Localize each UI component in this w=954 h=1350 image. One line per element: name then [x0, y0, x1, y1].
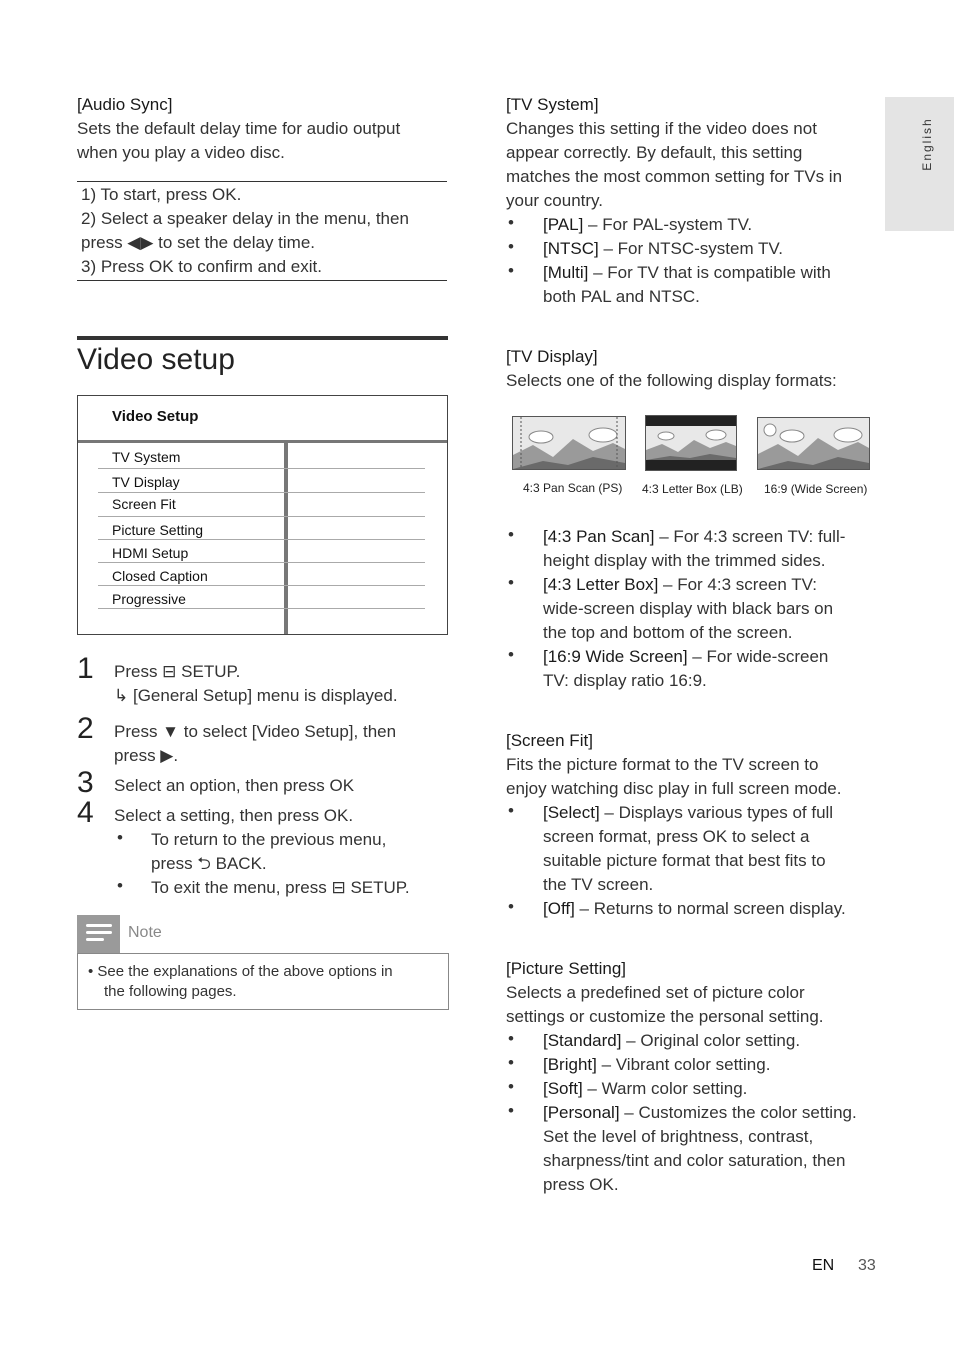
video-setup-menu: [77, 395, 448, 635]
picture-setting-desc: settings or customize the personal setting.: [506, 1007, 824, 1026]
bullet-dot: •: [508, 213, 514, 232]
menu-item: TV System: [112, 449, 181, 465]
step-4-text: Select a setting, then press OK.: [114, 806, 354, 825]
menu-row-line: [98, 539, 425, 540]
menu-item: HDMI Setup: [112, 545, 189, 561]
option-desc: – For NTSC-system TV.: [598, 239, 783, 258]
bullet-dot: •: [508, 525, 514, 544]
tv-display-title: [TV Display]: [506, 347, 598, 366]
heading-bar: [77, 336, 448, 340]
bullet-dot: •: [117, 828, 123, 847]
option-desc: – Warm color setting.: [582, 1079, 748, 1098]
option-key: [Personal]: [543, 1103, 620, 1122]
menu-item: Picture Setting: [112, 522, 204, 538]
bullet-dot: •: [508, 801, 514, 820]
picture-personal-cont: press OK.: [543, 1175, 619, 1194]
picture-standard: [543, 1029, 800, 1053]
steps-top-rule: [77, 181, 447, 182]
menu-row-line: [98, 608, 425, 609]
step-1-text: Press ⊟ SETUP.: [114, 662, 241, 681]
picture-soft: [543, 1077, 747, 1101]
picture-setting-title: [Picture Setting]: [506, 959, 627, 978]
menu-item: Progressive: [112, 591, 186, 607]
option-desc: – Returns to normal screen display.: [574, 899, 846, 918]
picture-personal-cont: Set the level of brightness, contrast,: [543, 1127, 814, 1146]
picture-bright: [543, 1053, 770, 1077]
tv-display-wide: [543, 645, 828, 669]
option-key: [Off]: [543, 899, 575, 918]
bullet-dot: •: [508, 1101, 514, 1120]
tv-display-letter-box: [543, 573, 817, 597]
note-line-1: • See the explanations of the above options in: [88, 963, 393, 980]
footer-language: EN: [812, 1257, 835, 1274]
tv-system-desc: appear correctly. By default, this setting: [506, 143, 803, 162]
tv-display-letter-box-cont: the top and bottom of the screen.: [543, 623, 793, 642]
option-desc: – Original color setting.: [621, 1031, 801, 1050]
bullet-dot: •: [117, 876, 123, 895]
note-box: [77, 953, 449, 1010]
bullet-dot: •: [508, 1053, 514, 1072]
wide-screen-thumbnail: [757, 417, 870, 470]
bullet-dot: •: [508, 261, 514, 280]
step-number-1: 1: [77, 652, 94, 685]
bullet-dot: •: [508, 573, 514, 592]
tv-system-multi-cont: both PAL and NTSC.: [543, 287, 700, 306]
option-key: [Standard]: [543, 1031, 622, 1050]
step-number-3: 3: [77, 766, 94, 799]
audio-sync-desc-2: when you play a video disc.: [77, 143, 285, 162]
option-key: [Soft]: [543, 1079, 583, 1098]
tv-display-pan-scan-cont: height display with the trimmed sides.: [543, 551, 826, 570]
option-desc: – Vibrant color setting.: [596, 1055, 771, 1074]
menu-row-line: [98, 516, 425, 517]
option-key: [Bright]: [543, 1055, 597, 1074]
tv-system-desc: your country.: [506, 191, 604, 210]
step-2-text: Press ▼ to select [Video Setup], then: [114, 722, 397, 741]
screen-fit-select-cont: screen format, press OK to select a: [543, 827, 810, 846]
screen-fit-title: [Screen Fit]: [506, 731, 593, 750]
thumb-caption-letter-box: 4:3 Letter Box (LB): [642, 482, 743, 496]
menu-row-line: [98, 468, 425, 469]
tv-system-ntsc: [543, 237, 783, 261]
tv-display-pan-scan: [543, 525, 845, 549]
step-4-bullet-1: To return to the previous menu,: [151, 830, 387, 849]
option-key: [16:9 Wide Screen]: [543, 647, 688, 666]
audio-sync-step-2-cont: press ◀▶ to set the delay time.: [81, 233, 316, 252]
menu-item: TV Display: [112, 474, 180, 490]
screen-fit-desc: Fits the picture format to the TV screen to: [506, 755, 819, 774]
bullet-dot: •: [508, 1077, 514, 1096]
step-4-bullet-2: To exit the menu, press ⊟ SETUP.: [151, 878, 410, 897]
option-desc: – For 4:3 screen TV:: [658, 575, 818, 594]
thumb-caption-pan-scan: 4:3 Pan Scan (PS): [523, 481, 623, 495]
audio-sync-step-1: 1) To start, press OK.: [81, 185, 242, 204]
audio-sync-title: [Audio Sync]: [77, 95, 173, 114]
pan-scan-thumbnail: [512, 416, 626, 470]
picture-personal: [543, 1101, 857, 1125]
step-2-text-cont: press ▶.: [114, 746, 179, 765]
screen-fit-select-cont: suitable picture format that best fits to: [543, 851, 826, 870]
audio-sync-desc-1: Sets the default delay time for audio output: [77, 119, 401, 138]
step-1-result: ↳ [General Setup] menu is displayed.: [114, 686, 398, 705]
option-key: [4:3 Letter Box]: [543, 575, 659, 594]
tv-display-desc: Selects one of the following display formats:: [506, 371, 837, 390]
option-key: [Multi]: [543, 263, 589, 282]
menu-title: Video Setup: [112, 408, 199, 425]
tv-system-multi: [543, 261, 831, 285]
menu-row-line: [98, 585, 425, 586]
page-number: 33: [858, 1257, 876, 1274]
option-key: [Select]: [543, 803, 600, 822]
tv-system-pal: [543, 213, 752, 237]
menu-title-divider: [78, 440, 447, 443]
option-key: [PAL]: [543, 215, 584, 234]
note-line-2: the following pages.: [104, 983, 237, 1000]
screen-fit-select-cont: the TV screen.: [543, 875, 654, 894]
audio-sync-step-2: 2) Select a speaker delay in the menu, then: [81, 209, 409, 228]
audio-sync-step-3: 3) Press OK to confirm and exit.: [81, 257, 322, 276]
bullet-dot: •: [508, 1029, 514, 1048]
tv-system-desc: Changes this setting if the video does not: [506, 119, 817, 138]
thumb-caption-wide-screen: 16:9 (Wide Screen): [764, 482, 868, 496]
menu-row-line: [98, 492, 425, 493]
language-tab-label: English: [920, 117, 934, 171]
option-desc: – Displays various types of full: [599, 803, 834, 822]
letter-box-thumbnail: [645, 415, 737, 471]
menu-item: Closed Caption: [112, 568, 208, 584]
bullet-dot: •: [508, 645, 514, 664]
bullet-dot: •: [508, 237, 514, 256]
tv-display-wide-cont: TV: display ratio 16:9.: [543, 671, 707, 690]
bullet-dot: •: [508, 897, 514, 916]
menu-row-line: [98, 562, 425, 563]
option-desc: – For wide-screen: [687, 647, 829, 666]
screen-fit-desc: enjoy watching disc play in full screen mode.: [506, 779, 842, 798]
option-key: [4:3 Pan Scan]: [543, 527, 655, 546]
note-label: Note: [128, 924, 162, 941]
option-desc: – For 4:3 screen TV: full-: [654, 527, 846, 546]
picture-personal-cont: sharpness/tint and color saturation, then: [543, 1151, 846, 1170]
screen-fit-select: [543, 801, 833, 825]
step-3-text: Select an option, then press OK: [114, 776, 355, 795]
steps-bottom-rule: [77, 280, 447, 281]
option-desc: – For PAL-system TV.: [583, 215, 753, 234]
step-number-4: 4: [77, 796, 94, 829]
tv-display-letter-box-cont: wide-screen display with black bars on: [543, 599, 834, 618]
section-heading: Video setup: [77, 343, 235, 376]
tv-system-desc: matches the most common setting for TVs in: [506, 167, 843, 186]
screen-fit-off: [543, 897, 846, 921]
note-icon: [77, 915, 120, 953]
tv-system-title: [TV System]: [506, 95, 599, 114]
step-number-2: 2: [77, 712, 94, 745]
language-tab: [885, 97, 954, 231]
picture-setting-desc: Selects a predefined set of picture color: [506, 983, 805, 1002]
menu-item: Screen Fit: [112, 496, 176, 512]
option-key: [NTSC]: [543, 239, 599, 258]
option-desc: – For TV that is compatible with: [588, 263, 831, 282]
step-4-bullet-1-cont: press ⮌ BACK.: [151, 854, 267, 873]
option-desc: – Customizes the color setting.: [619, 1103, 857, 1122]
